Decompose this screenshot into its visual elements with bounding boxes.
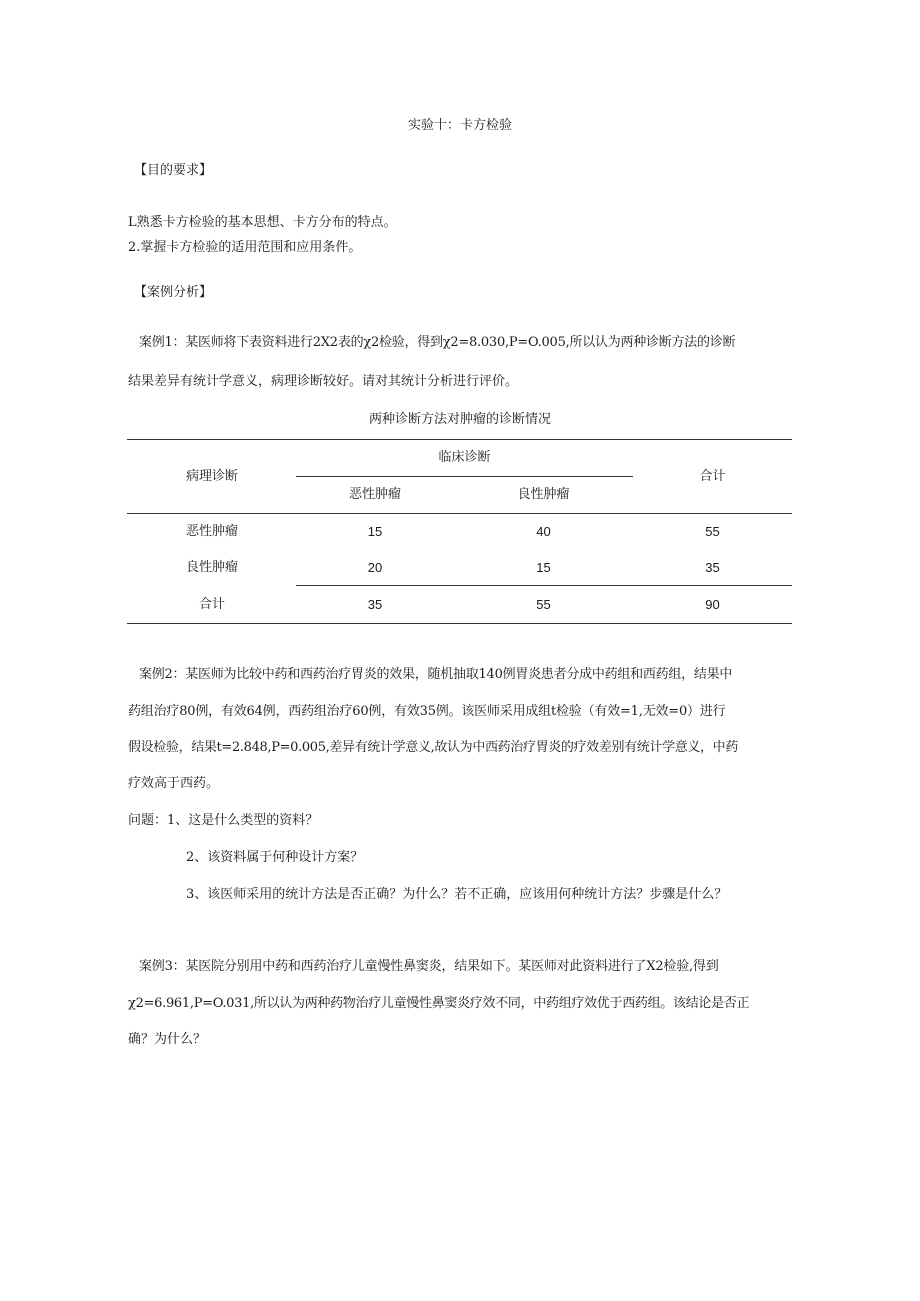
table-cell: 55 bbox=[536, 597, 551, 612]
case-analysis-heading: 【案例分析】 bbox=[134, 285, 213, 300]
objective-item: L熟悉卡方检验的基本思想、卡方分布的特点。 bbox=[128, 215, 397, 230]
row-label: 良性肿瘤 bbox=[185, 560, 238, 575]
column-header: 恶性肿瘤 bbox=[348, 487, 401, 502]
case2-line: 假设检验，结果t=2.848,P=0.005,差异有统计学意义,故认为中西药治疗胃炎的疗效差别有统计学意义，中药 bbox=[128, 740, 738, 755]
table-cell: 15 bbox=[536, 560, 551, 575]
case1-line: 结果差异有统计学意义，病理诊断较好。请对其统计分析进行评价。 bbox=[128, 374, 519, 389]
case2-line: 案例2：某医师为比较中药和西药治疗胃炎的效果，随机抽取140例胃炎患者分成中药组和西药组，结果中 bbox=[139, 667, 733, 682]
table-group-rule bbox=[296, 476, 633, 477]
table-cell: 40 bbox=[536, 524, 551, 539]
table-top-rule bbox=[127, 439, 792, 440]
question-item: 3、该医师采用的统计方法是否正确？为什么？若不正确，应该用何种统计方法？步骤是什么？ bbox=[186, 887, 728, 902]
case2-line: 疗效高于西药。 bbox=[128, 776, 220, 791]
row-label: 合计 bbox=[198, 597, 225, 612]
column-header: 良性肿瘤 bbox=[517, 487, 570, 502]
question-item: 2、该资料属于何种设计方案？ bbox=[186, 850, 364, 865]
objective-item: 2.掌握卡方检验的适用范围和应用条件。 bbox=[128, 240, 362, 255]
table-header-rule bbox=[127, 513, 792, 514]
group-header: 临床诊断 bbox=[438, 450, 491, 465]
table-cell: 15 bbox=[367, 524, 383, 539]
question-item: 问题：1、这是什么类型的资料？ bbox=[128, 813, 319, 828]
table-cell: 55 bbox=[705, 524, 720, 539]
row-label: 恶性肿瘤 bbox=[185, 524, 238, 539]
table-cell: 90 bbox=[705, 597, 720, 612]
row-header: 病理诊断 bbox=[185, 469, 238, 484]
table-cell: 35 bbox=[705, 560, 720, 575]
table-cell: 35 bbox=[367, 597, 383, 612]
case3-line: 案例3：某医院分别用中药和西药治疗儿童慢性鼻窦炎，结果如下。某医师对此资料进行了X2检验,得到 bbox=[139, 959, 719, 974]
table-bottom-rule bbox=[127, 623, 792, 624]
total-header: 合计 bbox=[699, 469, 726, 484]
case3-line: 确？为什么？ bbox=[128, 1032, 207, 1047]
table-cell: 20 bbox=[367, 560, 383, 575]
table-total-rule bbox=[296, 585, 792, 586]
table-caption: 两种诊断方法对肿瘤的诊断情况 bbox=[368, 412, 551, 427]
objectives-heading: 【目的要求】 bbox=[134, 163, 213, 178]
case1-line: 案例1：某医师将下表资料进行2X2表的χ2检验，得到χ2=8.030,P=O.005,所以认为两种诊断方法的诊断 bbox=[139, 335, 736, 350]
page-title: 实验十：卡方检验 bbox=[407, 118, 512, 133]
case2-line: 药组治疗80例，有效64例，西药组治疗60例，有效35例。该医师采用成组t检验（有效=1,无效=0）进行 bbox=[128, 704, 726, 719]
case3-line: χ2=6.961,P=O.031,所以认为两种药物治疗儿童慢性鼻窦炎疗效不同，中药组疗效优于西药组。该结论是否正 bbox=[128, 996, 750, 1011]
